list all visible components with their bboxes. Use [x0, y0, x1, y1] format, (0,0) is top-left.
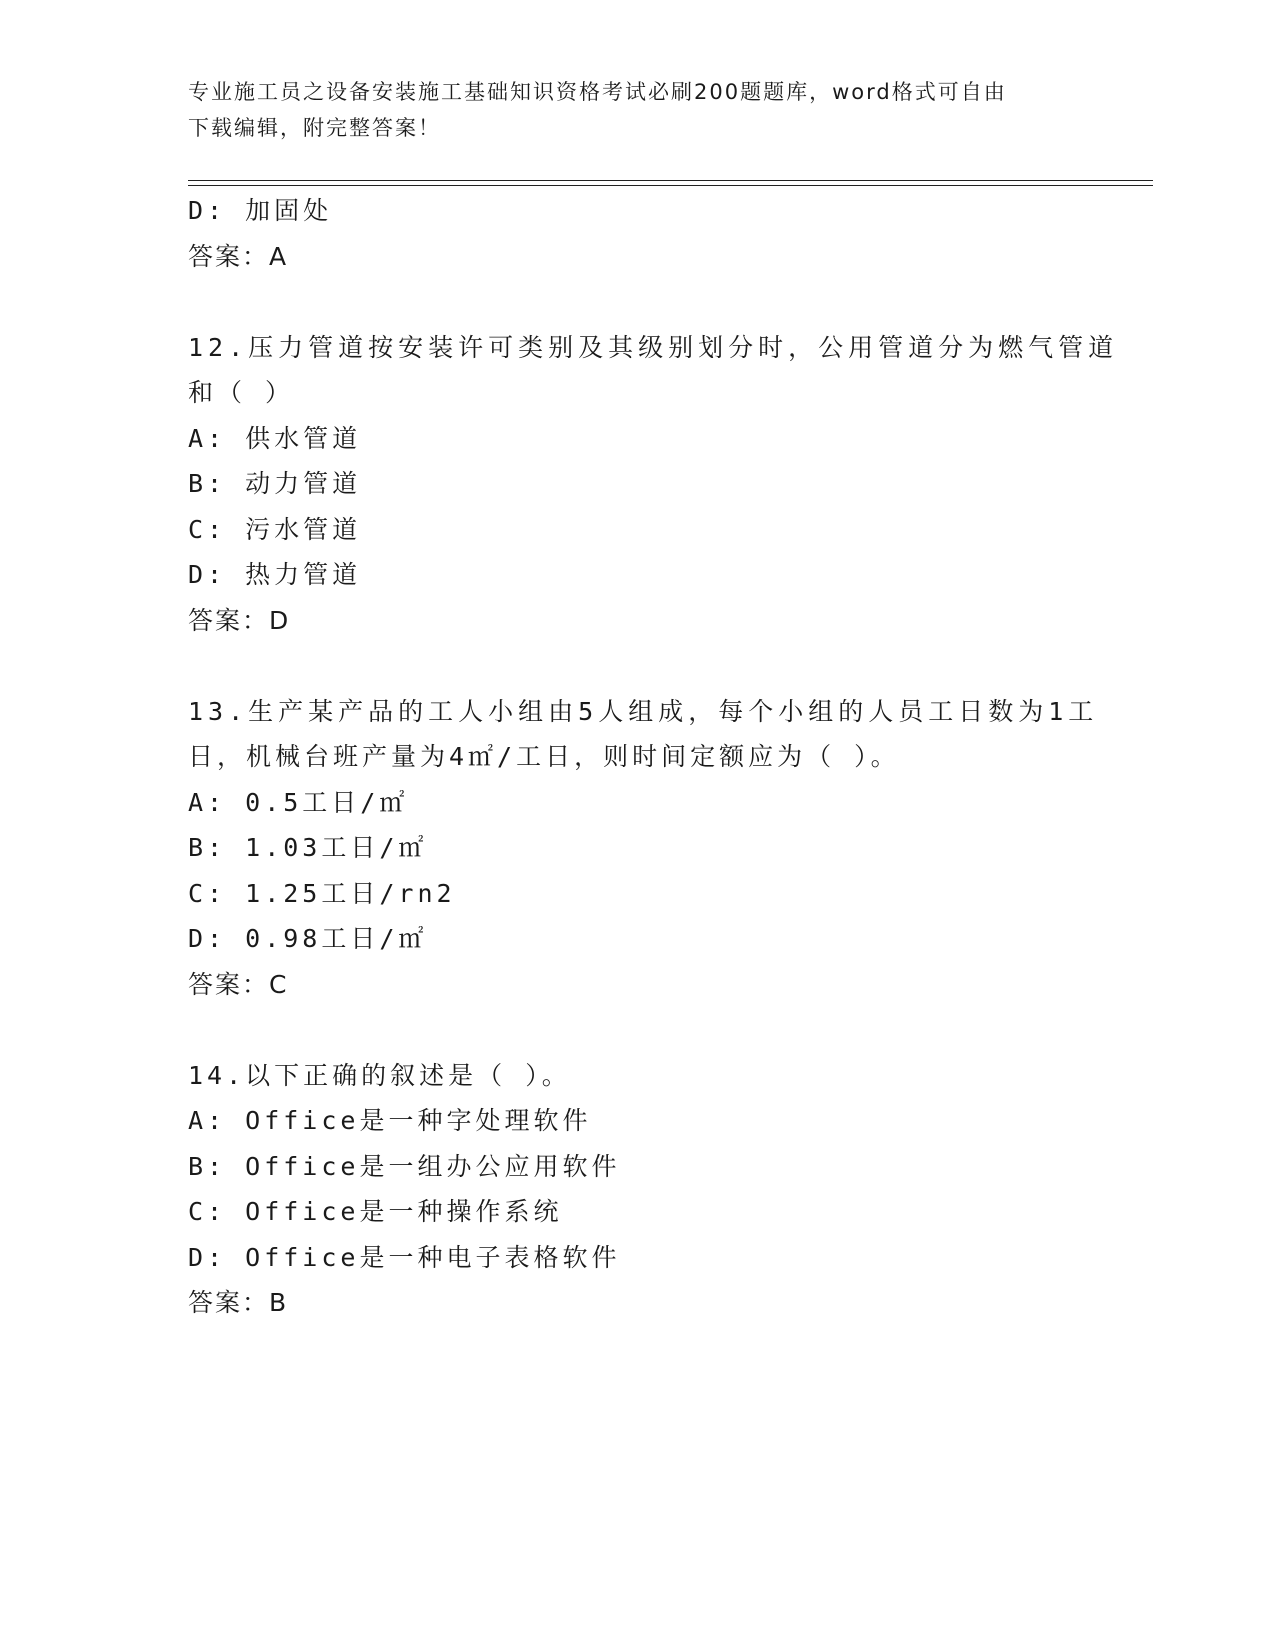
- q12-option-a: A: 供水管道: [188, 423, 362, 453]
- question-12: [188, 325, 1119, 644]
- q12-option-d: D: 热力管道: [188, 560, 362, 589]
- q14-option-b: B: Office是一组办公应用软件: [188, 1151, 621, 1181]
- q13-option-a: A: 0.5工日/㎡: [188, 787, 409, 817]
- spacer: [188, 643, 1088, 689]
- q13-stem-line-1: 13.生产某产品的工人小组由5人组成，每个小组的人员工日数为1工: [188, 696, 1099, 726]
- q11-option-d: D: 加固处: [188, 196, 333, 225]
- spacer: [188, 1007, 1088, 1053]
- document-header: [188, 74, 1088, 146]
- header-title-line-2: 下载编辑，附完整答案！: [188, 116, 441, 140]
- question-list: [188, 188, 1119, 1326]
- header-divider-bottom: [188, 185, 1153, 186]
- q14-option-a: A: Office是一种字处理软件: [188, 1106, 592, 1135]
- q14-option-c: C: Office是一种操作系统: [188, 1197, 563, 1226]
- q12-stem-line-2: 和（ ）: [188, 378, 295, 407]
- q13-option-d: D: 0.98工日/㎡: [188, 924, 428, 953]
- q12-answer: 答案：D: [188, 605, 291, 635]
- q14-stem-line-1: 14.以下正确的叙述是（ ）。: [188, 1060, 571, 1090]
- q12-stem-line-1: 12.压力管道按安装许可类别及其级别划分时，公用管道分为燃气管道: [188, 332, 1119, 362]
- question-14: [188, 1053, 1088, 1326]
- q14-option-d: D: Office是一种电子表格软件: [188, 1242, 621, 1272]
- q13-option-c: C: 1.25工日/rn2: [188, 878, 456, 908]
- header-title-line-1: 专业施工员之设备安装施工基础知识资格考试必刷200题题库，word格式可自由: [188, 80, 1007, 104]
- q11-answer: 答案：A: [188, 241, 289, 271]
- q12-option-c: C: 污水管道: [188, 514, 362, 544]
- header-divider-top: [188, 180, 1153, 181]
- q12-option-b: B: 动力管道: [188, 469, 362, 498]
- question-11: [188, 188, 1088, 279]
- q13-stem-line-2: 日，机械台班产量为4㎡/工日，则时间定额应为（ ）。: [188, 742, 900, 771]
- q13-answer: 答案：C: [188, 969, 289, 999]
- q13-option-b: B: 1.03工日/㎡: [188, 833, 428, 862]
- question-13: [188, 689, 1099, 1008]
- q14-answer: 答案：B: [188, 1288, 289, 1317]
- spacer: [188, 279, 1088, 325]
